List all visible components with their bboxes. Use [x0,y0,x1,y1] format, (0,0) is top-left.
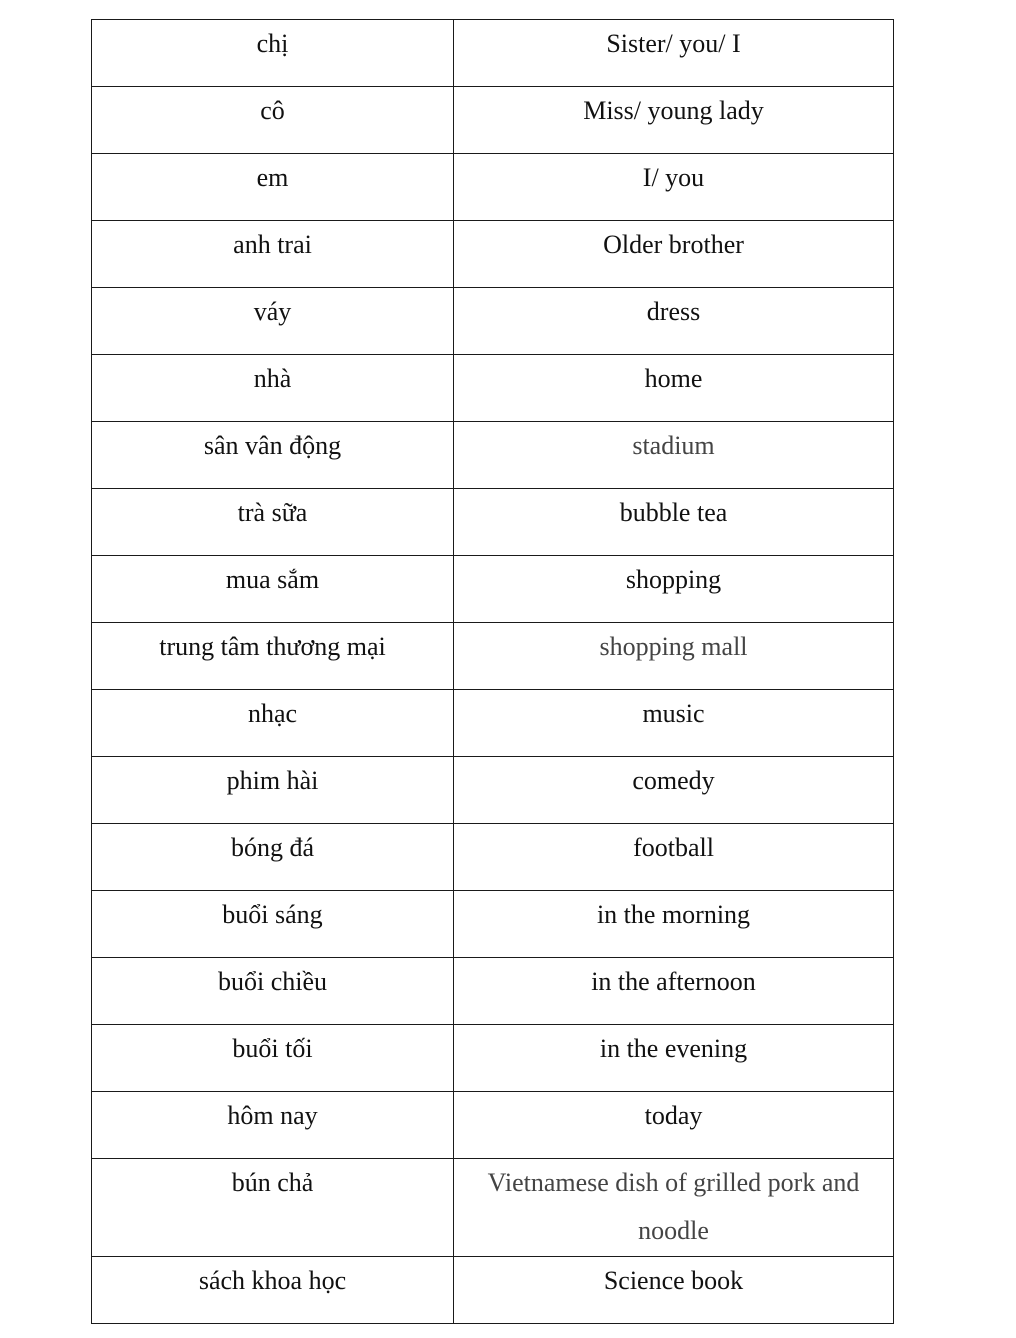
vietnamese-word: bóng đá [92,824,454,891]
english-meaning: home [454,355,894,422]
table-row [92,1159,894,1257]
vietnamese-word: buổi sáng [92,891,454,958]
table-row [92,422,894,489]
vocabulary-table [91,19,894,1324]
english-meaning: bubble tea [454,489,894,556]
table-row [92,355,894,422]
vietnamese-word: phim hài [92,757,454,824]
table-row [92,489,894,556]
table-row [92,824,894,891]
vietnamese-word: sân vân động [92,422,454,489]
english-meaning: stadium [454,422,894,489]
english-meaning: Science book [454,1257,894,1324]
english-meaning: Miss/ young lady [454,87,894,154]
vietnamese-word: em [92,154,454,221]
english-meaning: Vietnamese dish of grilled pork and noodle [454,1159,894,1257]
english-meaning: shopping [454,556,894,623]
table-row [92,757,894,824]
table-row [92,556,894,623]
vietnamese-word: bún chả [92,1159,454,1257]
vietnamese-word: váy [92,288,454,355]
vietnamese-word: anh trai [92,221,454,288]
vietnamese-word: trà sữa [92,489,454,556]
vietnamese-word: sách khoa học [92,1257,454,1324]
table-row [92,87,894,154]
table-row [92,288,894,355]
table-row [92,221,894,288]
english-meaning: Older brother [454,221,894,288]
table-row [92,20,894,87]
vietnamese-word: buổi tối [92,1025,454,1092]
english-meaning: Sister/ you/ I [454,20,894,87]
table-row [92,690,894,757]
vietnamese-word: buổi chiều [92,958,454,1025]
vietnamese-word: trung tâm thương mại [92,623,454,690]
vietnamese-word: nhà [92,355,454,422]
table-row [92,958,894,1025]
english-meaning: dress [454,288,894,355]
english-meaning: comedy [454,757,894,824]
table-row [92,154,894,221]
vietnamese-word: nhạc [92,690,454,757]
vietnamese-word: hôm nay [92,1092,454,1159]
vietnamese-word: chị [92,20,454,87]
english-meaning: I/ you [454,154,894,221]
english-meaning: football [454,824,894,891]
vietnamese-word: cô [92,87,454,154]
english-meaning: in the morning [454,891,894,958]
english-meaning: in the evening [454,1025,894,1092]
table-row [92,1257,894,1324]
english-meaning: shopping mall [454,623,894,690]
table-row [92,1092,894,1159]
table-row [92,1025,894,1092]
vietnamese-word: mua sắm [92,556,454,623]
english-meaning: today [454,1092,894,1159]
english-meaning: in the afternoon [454,958,894,1025]
english-meaning: music [454,690,894,757]
table-row [92,891,894,958]
table-row [92,623,894,690]
